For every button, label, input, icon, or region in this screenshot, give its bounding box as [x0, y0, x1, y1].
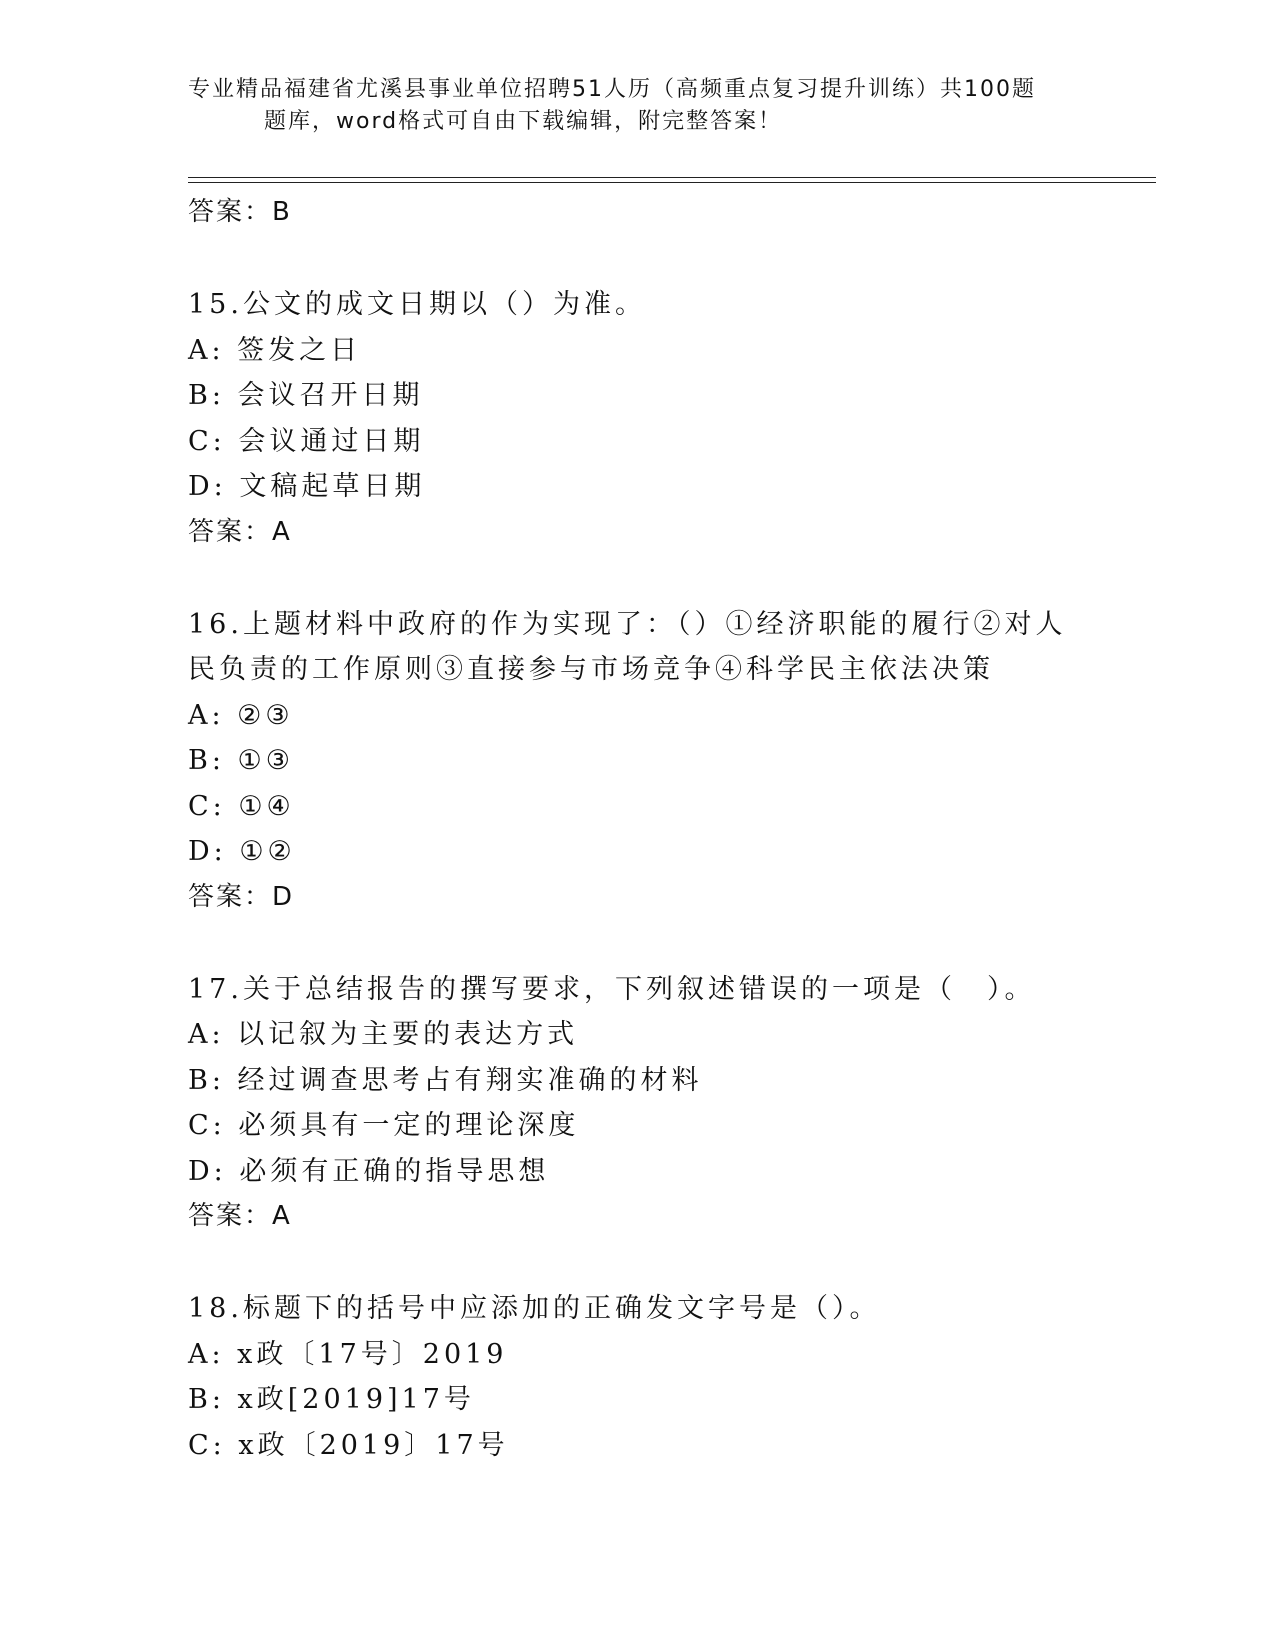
option-a: A: x政〔17号〕2019 [188, 1338, 508, 1370]
question-17 [188, 967, 1088, 1241]
question-stem: 15.公文的成文日期以（）为准。 [188, 289, 646, 320]
option-b: B: 会议召开日期 [188, 380, 424, 411]
question-stem: 17.关于总结报告的撰写要求，下列叙述错误的一项是（ ）。 [188, 973, 1036, 1005]
question-list [188, 190, 1088, 1468]
question-16 [188, 602, 1088, 921]
option-b: B: x政[2019]17号 [188, 1384, 475, 1415]
option-a: A: ②③ [188, 699, 294, 731]
question-18 [188, 1286, 1088, 1468]
header-divider [188, 177, 1156, 183]
option-d: D: ①② [188, 836, 296, 867]
question-answer: 答案：A [188, 516, 292, 547]
question-stem: 16.上题材料中政府的作为实现了：（）①经济职能的履行②对人民负责的工作原则③直接参与市场竞争④科学民主依法决策 [188, 608, 1067, 685]
header-line-1: 专业精品福建省尤溪县事业单位招聘51人历（高频重点复习提升训练）共100题 [188, 77, 1036, 102]
option-d: D: 文稿起草日期 [188, 471, 426, 502]
page-header [188, 74, 1088, 138]
header-line-2: 题库，word格式可自由下载编辑，附完整答案！ [264, 109, 783, 134]
question-stem: 18.标题下的括号中应添加的正确发文字号是（）。 [188, 1293, 881, 1324]
previous-answer: 答案：B [188, 197, 292, 227]
question-answer: 答案：A [188, 1201, 292, 1231]
question-answer: 答案：D [188, 881, 295, 912]
option-d: D: 必须有正确的指导思想 [188, 1155, 550, 1187]
option-c: C: 会议通过日期 [188, 425, 425, 457]
option-c: C: x政〔2019〕17号 [188, 1429, 509, 1461]
question-15 [188, 282, 1088, 556]
option-a: A: 以记叙为主要的表达方式 [188, 1019, 579, 1050]
option-c: C: 必须具有一定的理论深度 [188, 1110, 580, 1141]
option-a: A: 签发之日 [188, 334, 362, 366]
option-b: B: ①③ [188, 745, 294, 776]
option-b: B: 经过调查思考占有翔实准确的材料 [188, 1064, 703, 1096]
option-c: C: ①④ [188, 790, 295, 822]
